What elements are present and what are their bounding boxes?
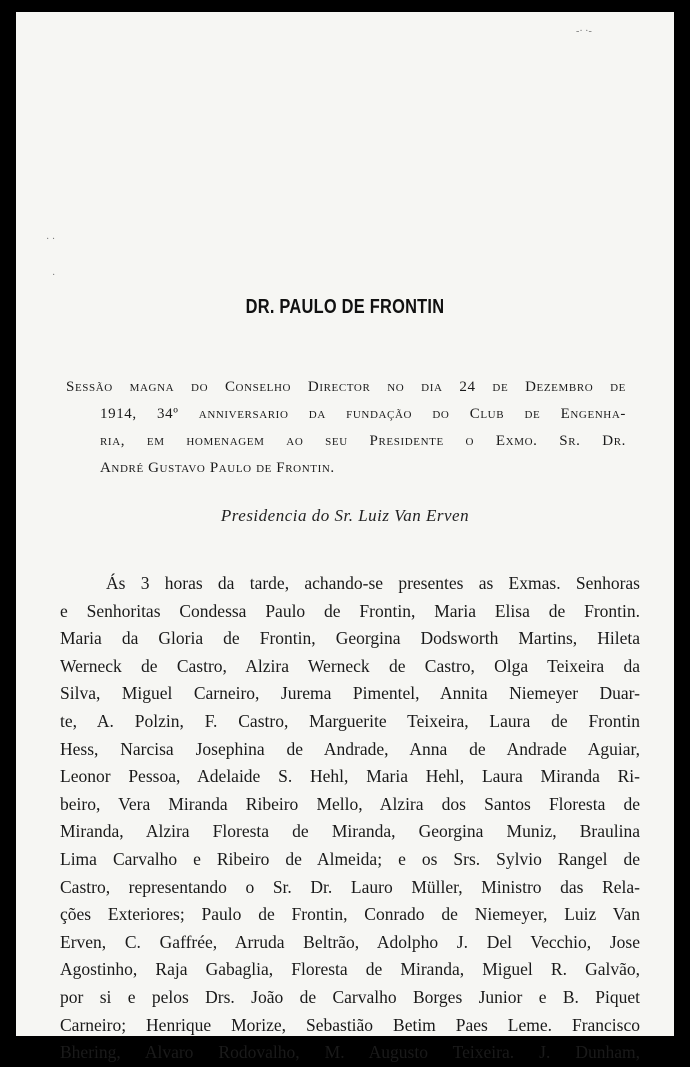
body-line: Hess, Narcisa Josephina de Andrade, Anna de Andrade Aguiar, — [60, 738, 640, 759]
document-page — [16, 12, 674, 1063]
body-line: Erven, C. Gaffrée, Arruda Beltrão, Adolpho J. Del Vecchio, Jose — [60, 931, 640, 952]
session-heading — [66, 374, 626, 482]
session-line: Sessão magna do Conselho Director no dia 24 de Dezembro de — [66, 379, 626, 395]
body-line: e Senhoritas Condessa Paulo de Frontin, Maria Elisa de Frontin. — [60, 600, 640, 621]
session-line: 1914, 34º anniversario da fundação do Club de Engenha- — [100, 406, 626, 422]
body-line: por si e pelos Drs. João de Carvalho Borges Junior e B. Piquet — [60, 986, 640, 1007]
body-line: Silva, Miguel Carneiro, Jurema Pimentel, Annita Niemeyer Duar- — [60, 683, 640, 704]
body-line: ções Exteriores; Paulo de Frontin, Conrado de Niemeyer, Luiz Van — [60, 904, 640, 925]
body-line: Werneck de Castro, Alzira Werneck de Castro, Olga Teixeira da — [60, 655, 640, 676]
scan-speck: -· ·- — [576, 26, 592, 37]
body-line: Carneiro; Henrique Morize, Sebastião Betim Paes Leme. Francisco — [60, 1014, 640, 1035]
body-line: Miranda, Alzira Floresta de Miranda, Georgina Muniz, Braulina — [60, 821, 640, 842]
body-line: Castro, representando o Sr. Dr. Lauro Müller, Ministro das Rela- — [60, 876, 640, 897]
session-line: ria, em homenagem ao seu Presidente o Exmo. Sr. Dr. — [100, 433, 626, 449]
session-line: André Gustavo Paulo de Frontin. — [100, 460, 335, 476]
scan-speck: · · — [46, 234, 56, 245]
body-line: Ás 3 horas da tarde, achando-se presentes as Exmas. Senhoras — [106, 573, 640, 593]
page-title: DR. PAULO DE FRONTIN — [245, 296, 445, 318]
body-line: Lima Carvalho e Ribeiro de Almeida; e os Srs. Sylvio Rangel de — [60, 848, 640, 869]
body-line: beiro, Vera Miranda Ribeiro Mello, Alzira dos Santos Floresta de — [60, 793, 640, 814]
body-line: te, A. Polzin, F. Castro, Marguerite Teixeira, Laura de Frontin — [60, 710, 640, 731]
body-paragraph — [60, 570, 640, 1067]
scan-speck: · — [52, 270, 56, 281]
body-line: Leonor Pessoa, Adelaide S. Hehl, Maria Hehl, Laura Miranda Ri- — [60, 766, 640, 787]
body-line: Agostinho, Raja Gabaglia, Floresta de Miranda, Miguel R. Galvão, — [60, 959, 640, 980]
presidency-line: Presidencia do Sr. Luiz Van Erven — [220, 506, 470, 525]
body-line: Bhering, Alvaro Rodovalho, M. Augusto Teixeira. J. Dunham, — [60, 1042, 640, 1063]
body-line: Maria da Gloria de Frontin, Georgina Dodsworth Martins, Hileta — [60, 628, 640, 649]
